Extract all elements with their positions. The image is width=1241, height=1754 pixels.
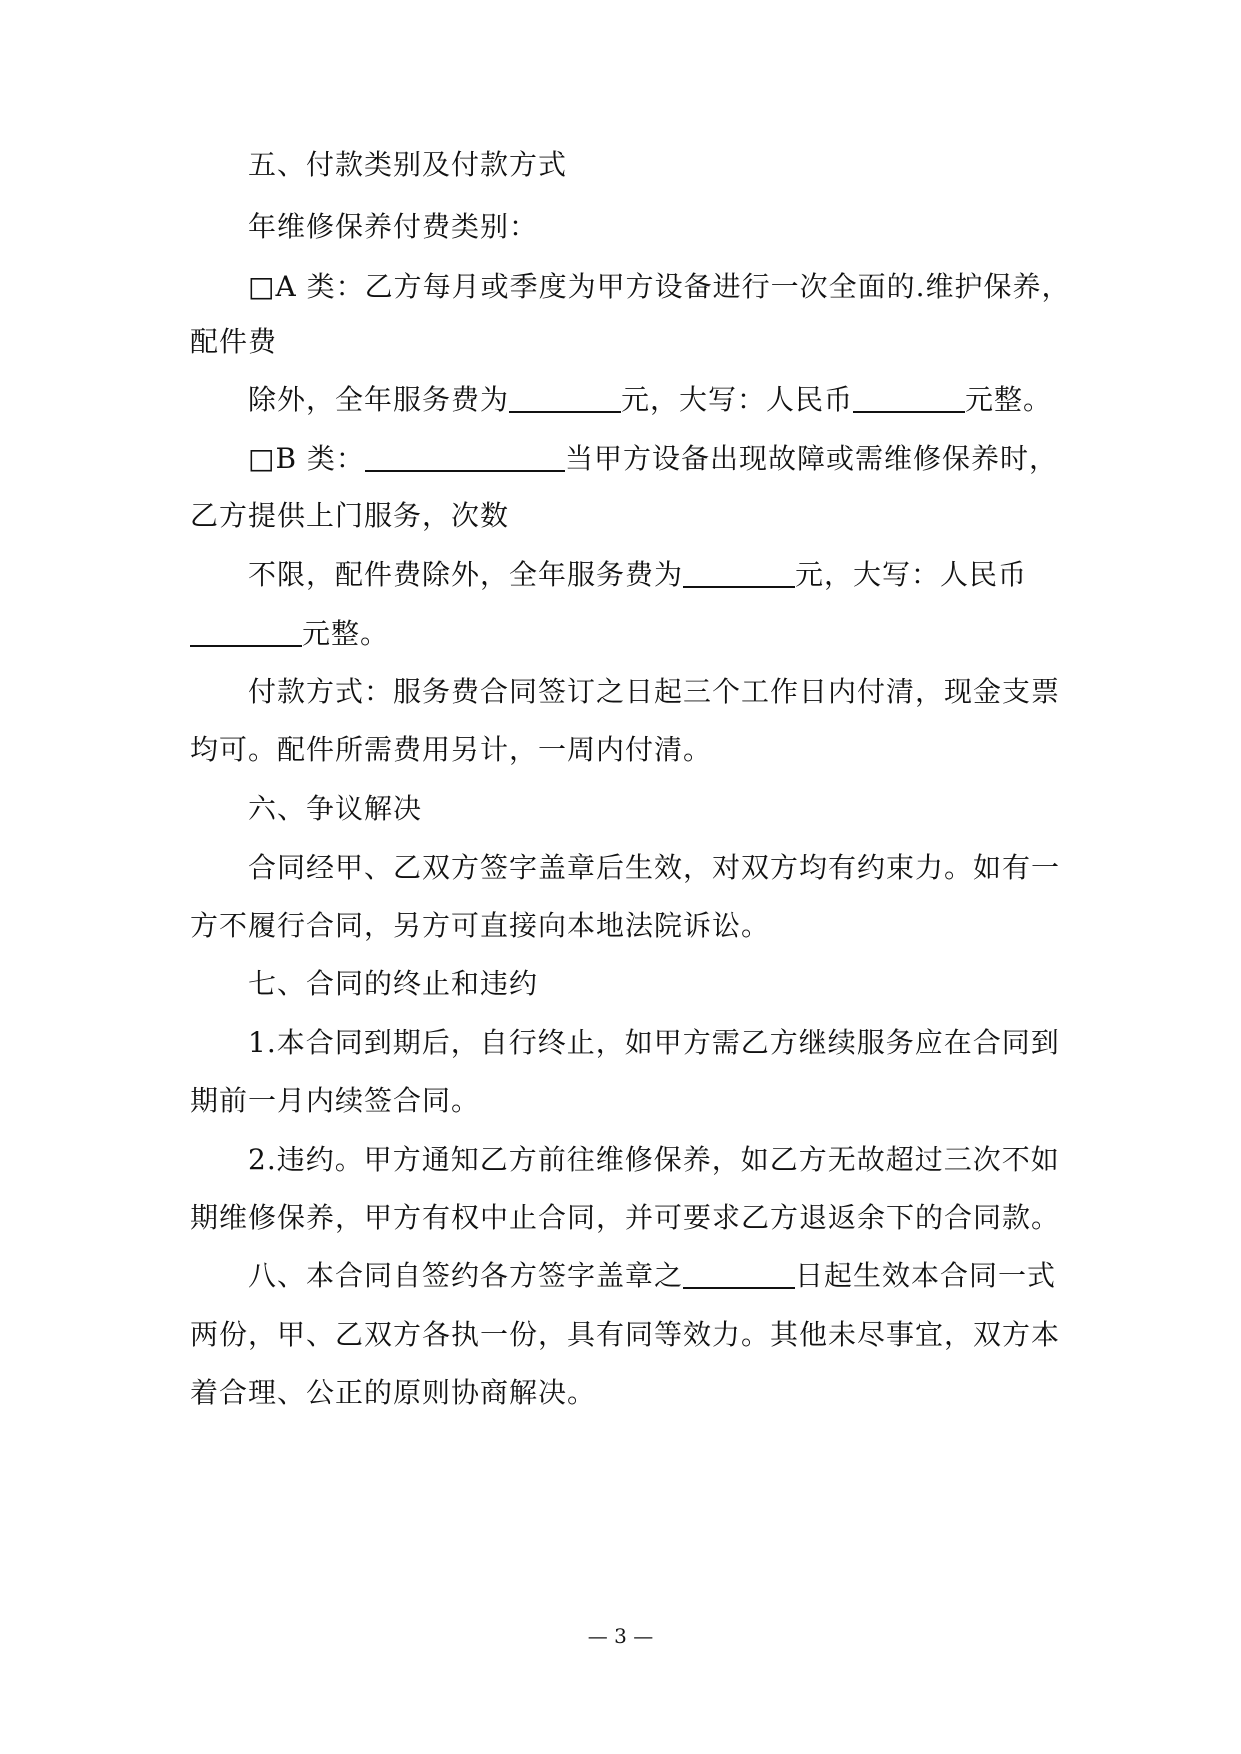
fill-in-blank bbox=[853, 383, 965, 413]
paragraph-line: 期前一月内续签合同。 bbox=[190, 1084, 481, 1117]
paragraph-line: 乙方提供上门服务，次数 bbox=[190, 499, 510, 532]
text-segment: 元，大写：人民币 bbox=[795, 558, 1028, 591]
fill-in-blank bbox=[365, 442, 565, 472]
page-number: — 3 — bbox=[587, 1624, 654, 1648]
fill-in-blank bbox=[190, 617, 302, 647]
paragraph-line: □A 类：乙方每月或季度为甲方设备进行一次全面的.维护保养， bbox=[248, 270, 1071, 303]
paragraph-line: 两份，甲、乙双方各执一份，具有同等效力。其他未尽事宜，双方本 bbox=[190, 1318, 1061, 1351]
text-segment: 元整。 bbox=[965, 383, 1053, 416]
paragraph-line: 方不履行合同，另方可直接向本地法院诉讼。 bbox=[190, 909, 771, 942]
section-heading-termination: 七、合同的终止和违约 bbox=[248, 967, 539, 1000]
paragraph-line: 2.违约。甲方通知乙方前往维修保养，如乙方无故超过三次不如 bbox=[248, 1143, 1060, 1176]
paragraph-line: 着合理、公正的原则协商解决。 bbox=[190, 1376, 597, 1409]
text-segment: 除外，全年服务费为 bbox=[248, 383, 510, 416]
paragraph-line-with-blanks bbox=[248, 1256, 1056, 1296]
fill-in-blank bbox=[683, 558, 795, 588]
paragraph-line: 配件费 bbox=[190, 325, 278, 358]
text-segment: 元，大写：人民币 bbox=[621, 383, 854, 416]
section-heading-dispute: 六、争议解决 bbox=[248, 792, 423, 825]
paragraph-line: 1.本合同到期后，自行终止，如甲方需乙方继续服务应在合同到 bbox=[248, 1026, 1060, 1059]
paragraph-line-with-blanks bbox=[190, 614, 389, 654]
fill-in-blank bbox=[509, 383, 621, 413]
text-segment: 日起生效本合同一式 bbox=[795, 1259, 1057, 1292]
text-segment: □B 类： bbox=[248, 442, 365, 475]
paragraph-line: 合同经甲、乙双方签字盖章后生效，对双方均有约束力。如有一 bbox=[248, 851, 1061, 884]
text-segment: 当甲方设备出现故障或需维修保养时， bbox=[564, 442, 1058, 475]
paragraph-line-with-blanks bbox=[248, 380, 1052, 420]
fill-in-blank bbox=[683, 1259, 795, 1289]
text-segment: 元整。 bbox=[302, 617, 390, 650]
paragraph-line: 期维修保养，甲方有权中止合同，并可要求乙方退返余下的合同款。 bbox=[190, 1201, 1061, 1234]
text-segment: 八、本合同自签约各方签字盖章之 bbox=[248, 1259, 684, 1292]
paragraph-line-with-blanks bbox=[248, 439, 1058, 479]
paragraph-line: 付款方式：服务费合同签订之日起三个工作日内付清，现金支票 bbox=[248, 675, 1061, 708]
paragraph-line-with-blanks bbox=[248, 555, 1027, 595]
paragraph-line: 均可。配件所需费用另计，一周内付清。 bbox=[190, 733, 713, 766]
paragraph-line: 年维修保养付费类别： bbox=[248, 210, 539, 243]
text-segment: 不限，配件费除外，全年服务费为 bbox=[248, 558, 684, 591]
section-heading-payment: 五、付款类别及付款方式 bbox=[248, 148, 568, 181]
